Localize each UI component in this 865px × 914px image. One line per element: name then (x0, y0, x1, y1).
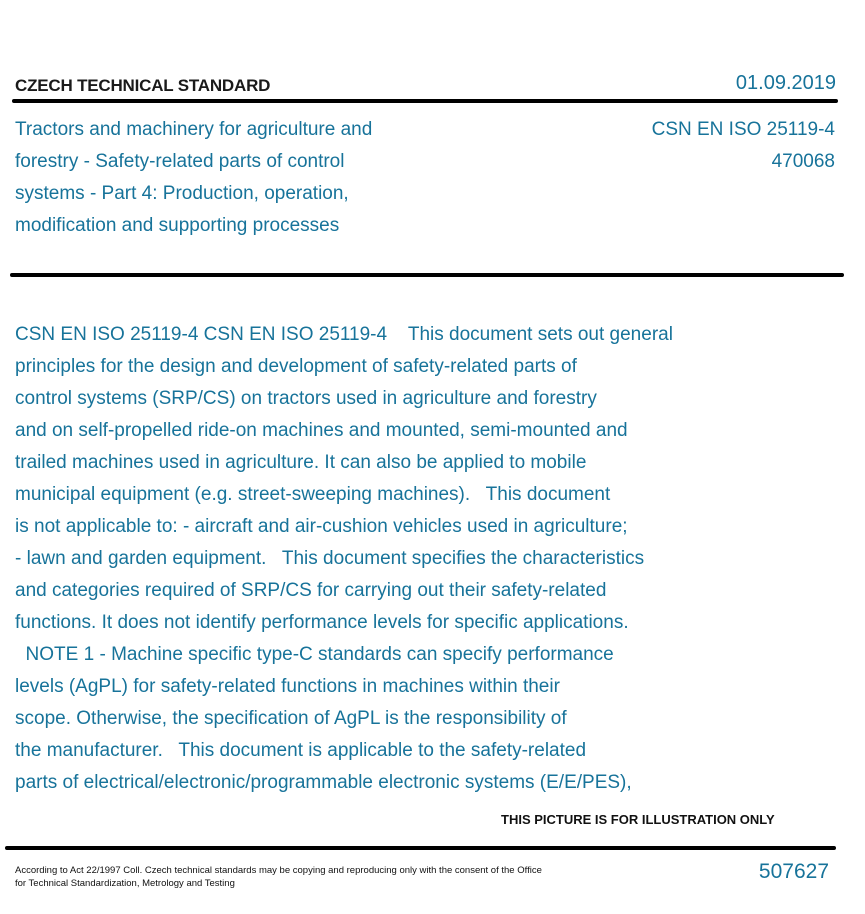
document-type-heading: CZECH TECHNICAL STANDARD (15, 76, 271, 95)
standard-title (15, 114, 435, 242)
abstract-line: and categories required of SRP/CS for carrying out their safety-related (15, 580, 607, 601)
abstract-line: control systems (SRP/CS) on tractors used in agriculture and forestry (15, 388, 597, 409)
publication-date: 01.09.2019 (735, 72, 836, 94)
abstract-line: municipal equipment (e.g. street-sweeping machines). This document (15, 484, 611, 505)
abstract-line: parts of electrical/electronic/programmable electronic systems (E/E/PES), (15, 772, 632, 793)
illustration-disclaimer: THIS PICTURE IS FOR ILLUSTRATION ONLY (501, 812, 775, 827)
abstract-line: CSN EN ISO 25119-4 CSN EN ISO 25119-4 This document sets out general (15, 324, 673, 345)
standard-identifiers (652, 114, 835, 178)
title-line: modification and supporting processes (15, 215, 340, 236)
abstract-line: is not applicable to: - aircraft and air-cushion vehicles used in agriculture; (15, 516, 628, 537)
abstract-line: - lawn and garden equipment. This document specifies the characteristics (15, 548, 645, 569)
abstract-line: and on self-propelled ride-on machines and mounted, semi-mounted and (15, 420, 628, 441)
title-line: Tractors and machinery for agriculture and (15, 119, 373, 140)
copyright-line: for Technical Standardization, Metrology and Testing (15, 878, 235, 889)
footer-divider (5, 846, 836, 850)
abstract-text (15, 287, 673, 831)
standard-code: CSN EN ISO 25119-4 (651, 119, 835, 140)
abstract-line: the manufacturer. This document is applicable to the safety-related (15, 740, 587, 761)
classification-number: 470068 (771, 151, 835, 172)
copyright-line: According to Act 22/1997 Coll. Czech technical standards may be copying and reproducing only with the consent of the Office (15, 865, 542, 876)
header-divider (12, 99, 838, 103)
title-line: systems - Part 4: Production, operation, (15, 183, 349, 204)
title-line: forestry - Safety-related parts of control (15, 151, 345, 172)
abstract-line: principles for the design and development of safety-related parts of (15, 356, 577, 377)
abstract-line: trailed machines used in agriculture. It can also be applied to mobile (15, 452, 587, 473)
document-number: 507627 (758, 860, 829, 883)
title-divider (10, 273, 844, 277)
copyright-notice (15, 864, 542, 890)
abstract-line: functions. It does not identify performance levels for specific applications. (15, 612, 629, 633)
abstract-line: NOTE 1 - Machine specific type-C standards can specify performance (15, 644, 614, 665)
abstract-line: levels (AgPL) for safety-related functions in machines within their (15, 676, 560, 697)
abstract-line: scope. Otherwise, the specification of AgPL is the responsibility of (15, 708, 567, 729)
